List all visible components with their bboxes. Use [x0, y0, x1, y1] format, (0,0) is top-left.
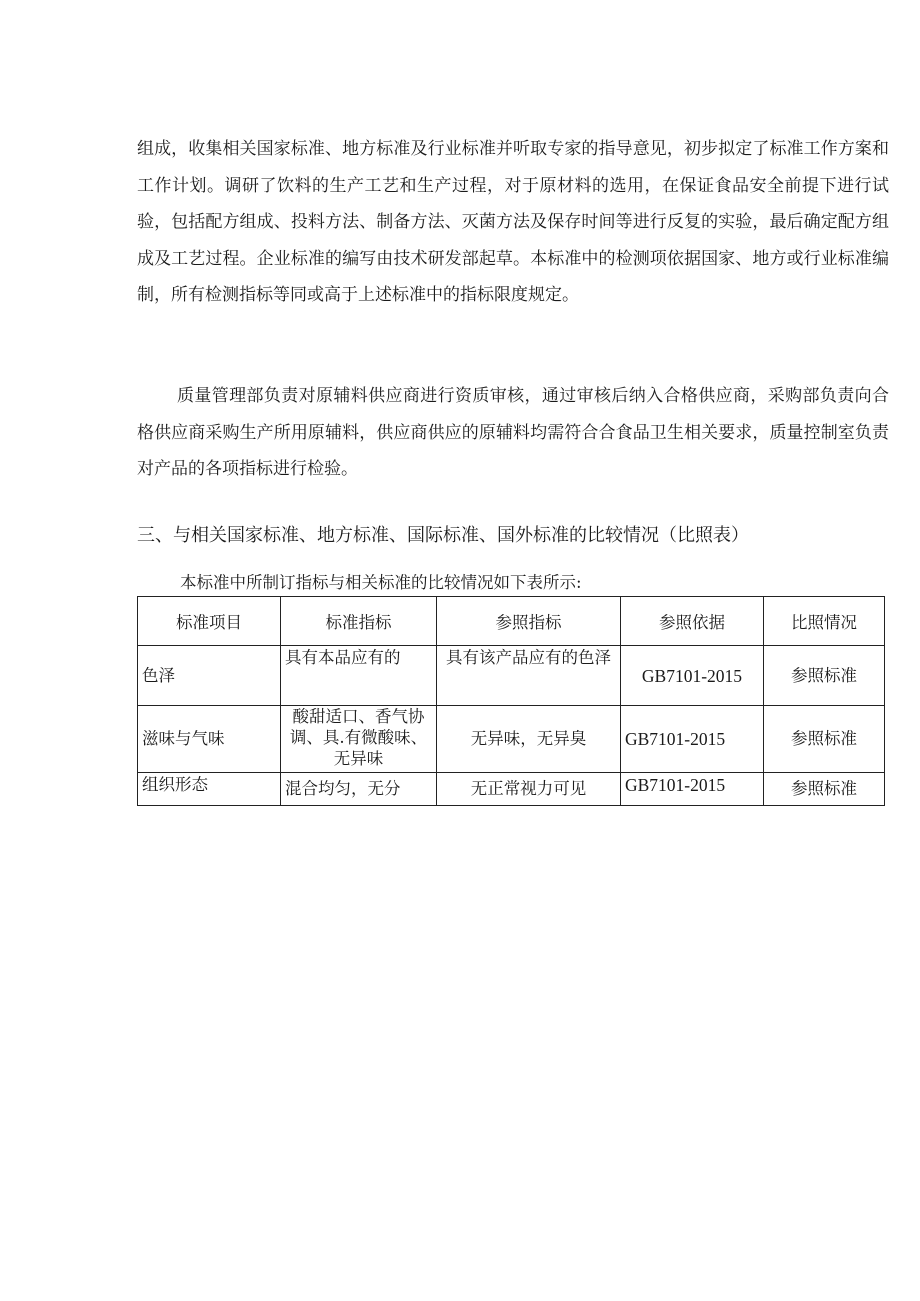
header-standard-index: 标准指标	[281, 597, 437, 646]
table-cell	[138, 646, 281, 706]
table-cell	[764, 646, 885, 706]
body-paragraph-2: 质量管理部负责对原辅料供应商进行资质审核，通过审核后纳入合格供应商，采购部负责向合格供应商采购生产所用原辅料，供应商供应的原辅料均需符合合食品卫生相关要求，质量控制室负责对产品的各项指标进行检验。	[137, 386, 889, 479]
table-row	[138, 706, 885, 773]
table-cell	[281, 646, 437, 706]
table-cell	[437, 773, 621, 806]
table-row	[138, 646, 885, 706]
table-cell	[281, 706, 437, 773]
table-cell	[138, 706, 281, 773]
table-cell	[764, 706, 885, 773]
table-cell	[764, 773, 885, 806]
table-cell	[621, 773, 764, 806]
table-row	[138, 773, 885, 806]
cell-text: 参照标准	[791, 729, 857, 748]
cell-text: GB7101-2015	[641, 665, 743, 686]
cell-text: 组织形态	[142, 775, 208, 794]
cell-text: 无正常视力可见	[470, 779, 587, 798]
header-reference-basis: 参照依据	[621, 597, 764, 646]
table-intro: 本标准中所制订指标与相关标准的比较情况如下表所示:	[180, 573, 582, 592]
comparison-table	[137, 596, 885, 806]
header-comparison: 比照情况	[764, 597, 885, 646]
cell-text: 混合均匀，无分	[285, 779, 401, 798]
cell-text: GB7101-2015	[625, 775, 726, 795]
header-standard-item: 标准项目	[138, 597, 281, 646]
cell-text: 具有本品应有的	[285, 648, 401, 667]
cell-text: 无异味，无异臭	[470, 729, 587, 748]
table-cell	[437, 646, 621, 706]
cell-text: 具有该产品应有的色泽	[446, 648, 611, 667]
body-paragraph-1: 组成，收集相关国家标准、地方标准及行业标准并听取专家的指导意见，初步拟定了标准工作方案和工作计划。调研了饮料的生产工艺和生产过程，对于原材料的选用，在保证食品安全前提下进行试验，包括配方组成、投料方法、制备方法、灭菌方法及保存时间等进行反复的实验，最后确定配方组成及工艺过程。企业标准的编写由技术研发部起草。本标准中的检测项依据国家、地方或行业标准编制，所有检测指标等同或高于上述标准中的指标限度规定。	[137, 139, 889, 305]
section-heading: 三、与相关国家标准、地方标准、国际标准、国外标准的比较情况（比照表）	[137, 525, 749, 546]
cell-text: GB7101-2015	[625, 729, 726, 749]
table-cell	[138, 773, 281, 806]
cell-text: 滋味与气味	[142, 729, 225, 748]
table-cell	[621, 706, 764, 773]
header-reference-index: 参照指标	[437, 597, 621, 646]
cell-text: 酸甜适口、香气协调、具.有微酸味、无异味	[289, 707, 428, 768]
table-cell	[621, 646, 764, 706]
table-cell	[437, 706, 621, 773]
cell-text: 参照标准	[791, 665, 857, 685]
table-cell	[281, 773, 437, 806]
table-header-row	[138, 597, 885, 646]
cell-text: 参照标准	[791, 779, 857, 798]
cell-text: 色泽	[142, 665, 175, 685]
